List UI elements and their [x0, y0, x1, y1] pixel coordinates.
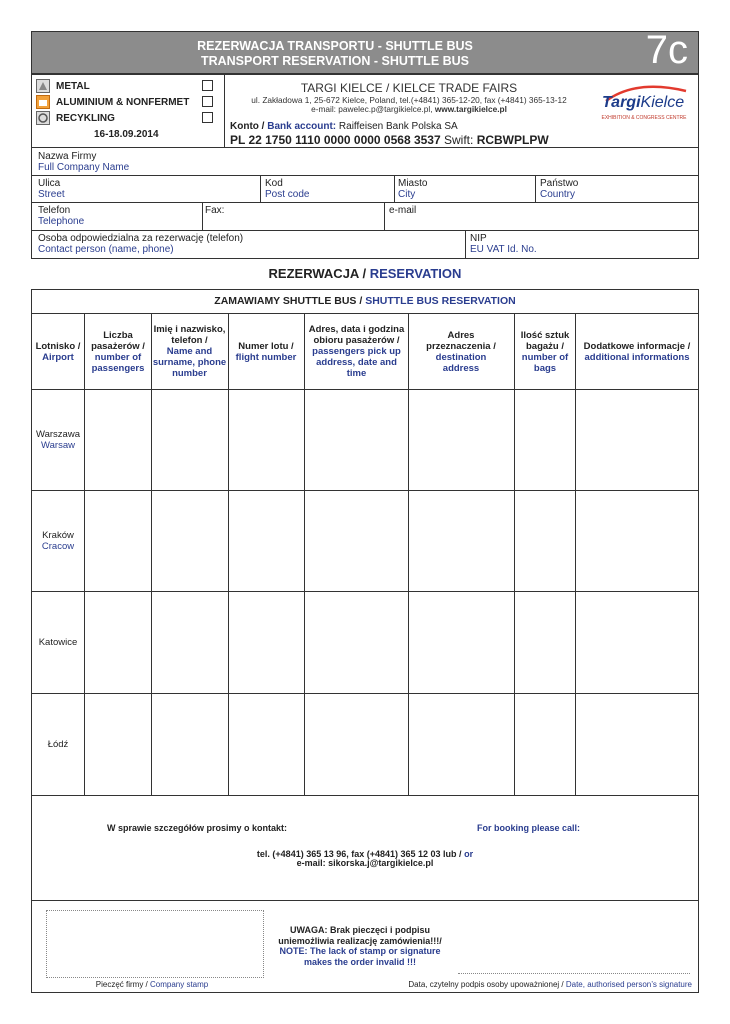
organizer-email: e-mail: pawelec.p@targikielce.pl, [311, 104, 433, 114]
post-code-field[interactable]: Kod Post code [265, 178, 310, 200]
email-field[interactable]: e-mail [389, 205, 417, 216]
organizer-name: TARGI KIELCE / KIELCE TRADE FAIRS [300, 81, 518, 95]
table-title: ZAMAWIAMY SHUTTLE BUS / SHUTTLE BUS RESERVATION [214, 295, 516, 307]
airport-warsaw: Warszawa Warsaw [36, 429, 80, 451]
airport-lodz: Łódź [47, 739, 69, 750]
iban: PL 22 1750 1110 0000 0000 0568 3537 Swift: RCBWPLPW [230, 133, 549, 147]
contact-person-field[interactable]: Osoba odpowiedzialna za rezerwację (telefon) Contact person (name, phone) [38, 233, 244, 255]
fair-metal: METAL [56, 81, 90, 92]
airport-cracow: Kraków Cracow [41, 530, 75, 552]
telephone-field[interactable]: Telefon Telephone [38, 205, 85, 227]
col-header-passengers: Liczba pasażerów / number of passengers [91, 329, 145, 374]
aluminium-checkbox[interactable] [202, 96, 213, 107]
contact-details-label: W sprawie szczegółów prosimy o kontakt: [107, 823, 288, 833]
signature-caption: Data, czytelny podpis osoby upoważnionej / Date, authorised person’s signature [408, 980, 692, 989]
form-code: 7c [645, 28, 688, 72]
city-field[interactable]: Miasto City [398, 178, 428, 200]
col-header-destination: Adres przeznaczenia / destination address [426, 329, 496, 374]
col-header-airport: Lotnisko / Airport [35, 340, 81, 363]
col-header-flight-number: Numer lotu / flight number [235, 340, 297, 363]
fax-field[interactable]: Fax: [205, 205, 225, 216]
booking-call-label: For booking please call: [477, 823, 581, 833]
company-name-field[interactable]: Nazwa Firmy Full Company Name [38, 151, 130, 173]
metal-checkbox[interactable] [202, 80, 213, 91]
airport-katowice: Katowice [38, 637, 78, 648]
fair-aluminium: ALUMINIUM & NONFERMET [56, 97, 190, 108]
recycling-icon [36, 111, 50, 125]
lodz-entry-row[interactable] [85, 694, 697, 795]
title-english: TRANSPORT RESERVATION - SHUTTLE BUS [200, 54, 470, 68]
contact-phone: tel. (+4841) 365 13 96, fax (+4841) 365 12 03 lub / or [256, 849, 474, 859]
aluminium-icon [36, 95, 50, 109]
contact-email: e-mail: sikorska.j@targikielce.pl [296, 858, 434, 868]
col-header-additional-info: Dodatkowe informacje / additional informations [583, 340, 691, 363]
col-header-bags: Ilość sztuk bagażu / number of bags [520, 329, 570, 374]
title-polish: REZERWACJA TRANSPORTU - SHUTTLE BUS [197, 39, 473, 53]
company-stamp-area[interactable] [46, 910, 264, 978]
col-header-name-phone: Imię i nazwisko, telefon / Name and surname, phone number [152, 324, 227, 379]
cracow-entry-row[interactable] [85, 491, 697, 591]
form-header [31, 28, 699, 74]
organizer-website[interactable]: www.targikielce.pl [434, 104, 507, 114]
vat-id-field[interactable]: NIP EU VAT Id. No. [470, 233, 537, 255]
street-field[interactable]: Ulica Street [38, 178, 65, 200]
fair-recycling: RECYKLING [56, 113, 115, 124]
targi-kielce-logo: TargiKielce EXHIBITION & CONGRESS CENTRE [596, 85, 692, 125]
organizer-address: ul. Zakładowa 1, 25-672 Kielce, Poland, tel.(+4841) 365-12-20, fax (+4841) 365-13-12 [251, 95, 567, 105]
reservation-heading: REZERWACJA / RESERVATION [268, 266, 462, 281]
katowice-entry-row[interactable] [85, 592, 697, 693]
country-field[interactable]: Państwo Country [540, 178, 579, 200]
signature-line[interactable] [458, 973, 690, 978]
stamp-caption: Pieczęć firmy / Company stamp [95, 980, 209, 989]
recycling-checkbox[interactable] [202, 112, 213, 123]
warning-note: UWAGA: Brak pieczęci i podpisu uniemożliwia realizację zamówienia!!!/ NOTE: The lack of stamp or signature makes the order invalid !!! [278, 925, 442, 967]
organizer-contact [224, 104, 594, 114]
warsaw-entry-row[interactable] [85, 390, 697, 490]
bank-account: Konto / Bank account: Raiffeisen Bank Polska SA [230, 121, 458, 132]
col-header-pickup: Adres, data i godzina obioru pasażerów / passengers pick up address, date and time [308, 324, 405, 379]
metal-icon [36, 79, 50, 93]
fair-dates: 16-18.09.2014 [94, 129, 159, 140]
